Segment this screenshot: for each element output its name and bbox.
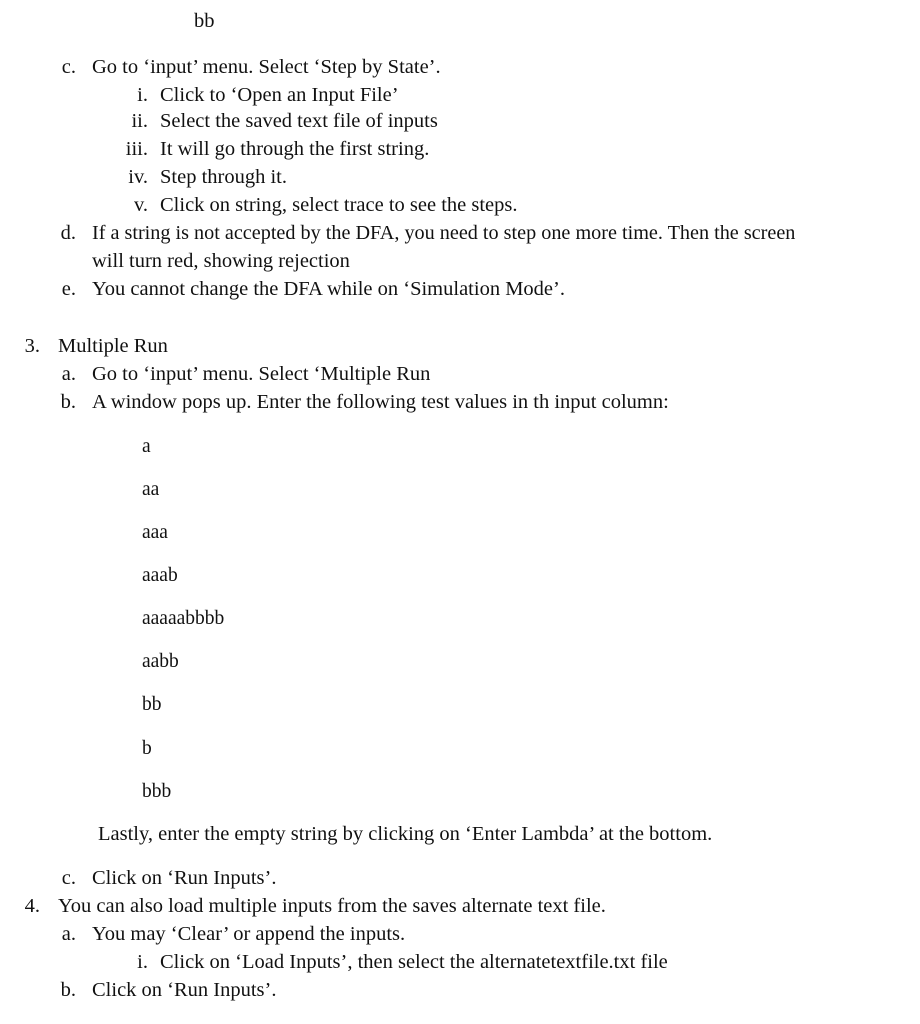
test-value: aaaaabbbb [142,608,225,629]
test-value: b [142,738,152,759]
list-item-text: Step through it. [160,166,287,188]
list-item-text: Click on string, select trace to see the steps. [160,194,518,216]
lastly-instruction: Lastly, enter the empty string by clicking on ‘Enter Lambda’ at the bottom. [98,823,713,845]
test-value: bbb [142,781,172,802]
test-value: bb [142,694,162,715]
list-item-text: Click on ‘Run Inputs’. [92,979,277,1001]
list-marker: i. [137,84,148,106]
list-item-text: Click on ‘Run Inputs’. [92,867,277,889]
list-item-text: You cannot change the DFA while on ‘Simulation Mode’. [92,278,565,300]
list-item-text: will turn red, showing rejection [92,250,350,272]
list-item-text: It will go through the first string. [160,138,430,160]
list-marker: d. [60,222,76,244]
list-marker: e. [61,278,76,300]
list-item-text: Click on ‘Load Inputs’, then select the alternatetextfile.txt file [160,951,668,973]
section-title: Multiple Run [58,335,168,357]
list-marker: b. [60,979,76,1001]
list-item-text: If a string is not accepted by the DFA, you need to step one more time. Then the screen [92,222,796,244]
section-title: You can also load multiple inputs from the saves alternate text file. [58,895,606,917]
list-marker: c. [61,56,76,78]
test-value: aaa [142,522,168,543]
list-item-text: Click to ‘Open an Input File’ [160,84,399,106]
list-marker: v. [133,194,148,216]
list-marker: iv. [128,166,148,188]
list-marker: a. [61,923,76,945]
list-marker: b. [60,391,76,413]
list-marker: 4. [24,895,40,917]
top-fragment-text: bb [194,10,215,32]
list-marker: 3. [24,335,40,357]
list-item-text: Go to ‘input’ menu. Select ‘Step by State’. [92,56,441,78]
list-item-text: Go to ‘input’ menu. Select ‘Multiple Run [92,363,431,385]
list-marker: ii. [131,110,148,132]
list-item-text: Select the saved text file of inputs [160,110,438,132]
list-item-text: A window pops up. Enter the following test values in th input column: [92,391,669,413]
list-item-text: You may ‘Clear’ or append the inputs. [92,923,406,945]
list-marker: iii. [125,138,148,160]
list-marker: c. [61,867,76,889]
test-value: aaab [142,565,178,586]
test-value: aa [142,479,160,500]
list-marker: a. [61,363,76,385]
test-value: a [142,436,151,457]
list-marker: i. [137,951,148,973]
test-value: aabb [142,651,179,672]
